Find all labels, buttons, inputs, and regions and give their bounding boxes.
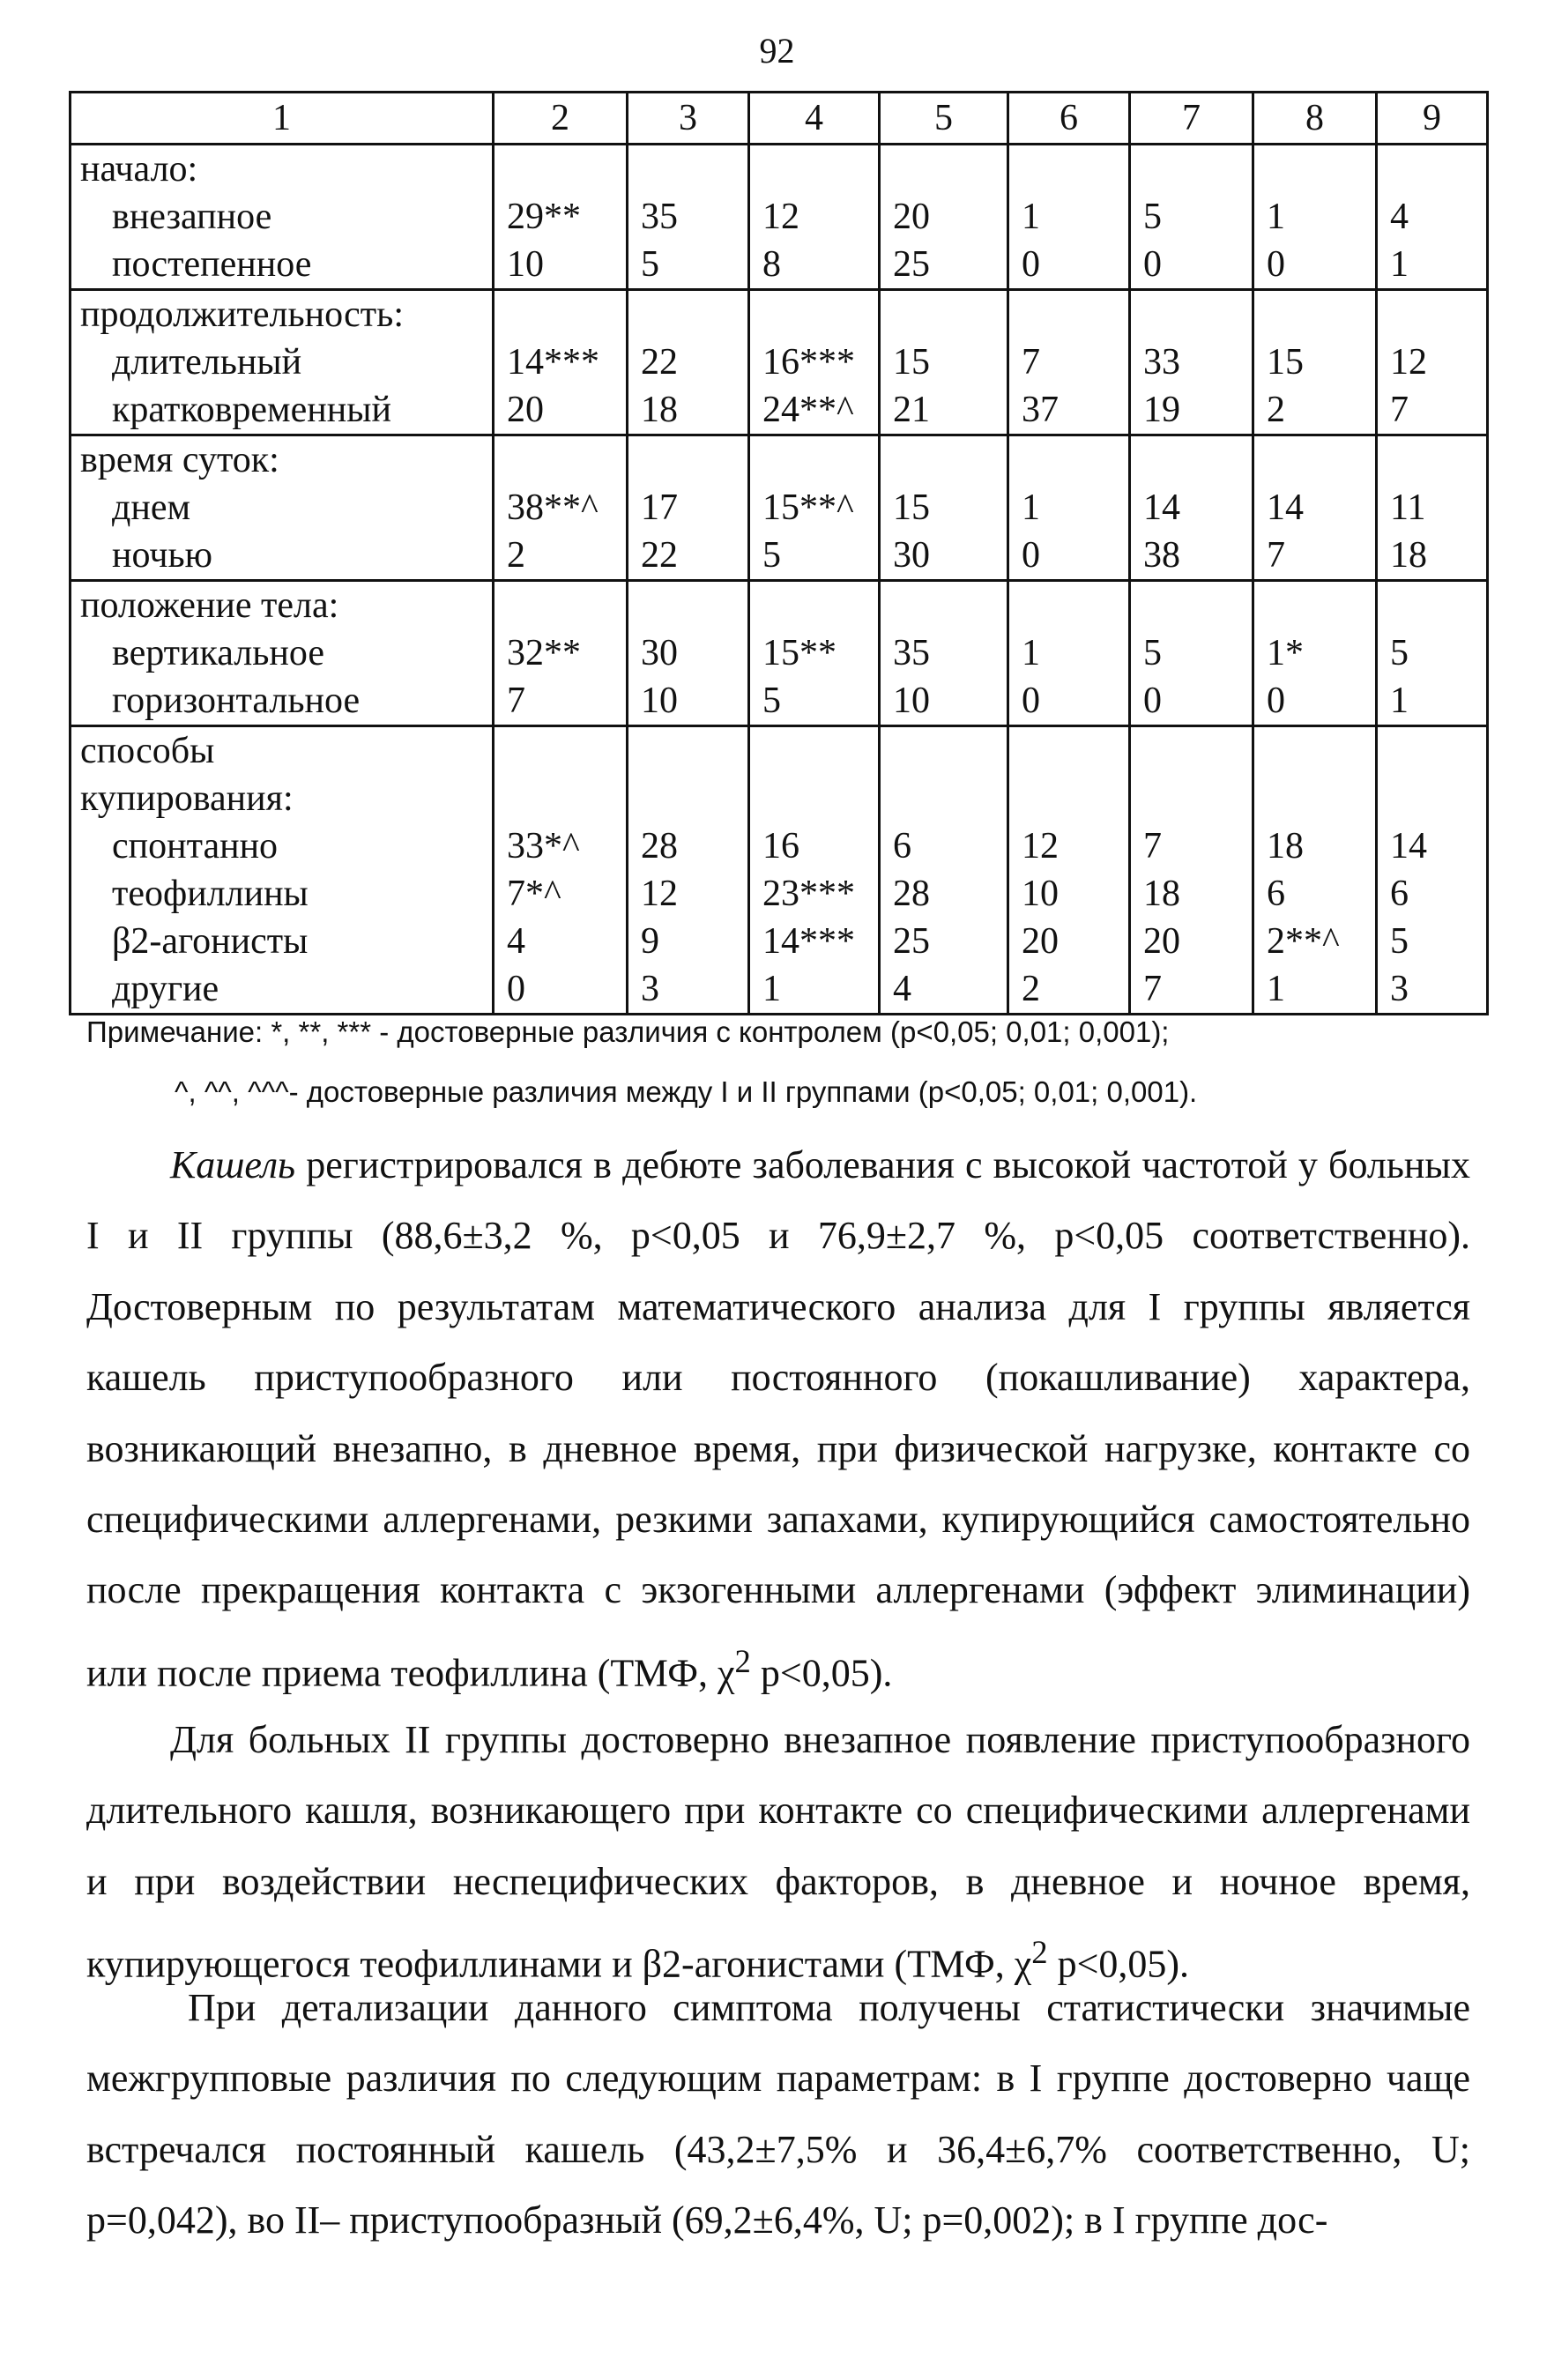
note-line-1: Примечание: *, **, *** - достоверные различия с контролем (p<0,05; 0,01; 0,001); [86, 1015, 1170, 1048]
empty-cell [494, 581, 628, 630]
empty-cell [1130, 435, 1253, 485]
table-cell: 33*^ [494, 822, 628, 870]
table-cell: 15**^ [749, 484, 880, 532]
group-title: начало: [71, 145, 494, 194]
table-row [71, 241, 1488, 290]
table-cell: 1 [1008, 629, 1130, 677]
empty-cell [494, 726, 628, 776]
table-cell: 4 [880, 965, 1008, 1015]
table-cell: 5 [749, 677, 880, 726]
table-cell: 20 [1008, 918, 1130, 965]
table-cell: 30 [628, 629, 749, 677]
row-label: постепенное [71, 241, 494, 290]
table-cell: 7 [1130, 965, 1253, 1015]
empty-cell [494, 435, 628, 485]
empty-cell [749, 145, 880, 194]
group-title-row [71, 435, 1488, 485]
table-cell: 16 [749, 822, 880, 870]
table-row [71, 870, 1488, 918]
table-cell: 14 [1130, 484, 1253, 532]
table-cell: 10 [628, 677, 749, 726]
column-header: 3 [628, 93, 749, 145]
empty-cell [749, 581, 880, 630]
group-title: купирования: [71, 775, 494, 822]
table-cell: 25 [880, 918, 1008, 965]
paragraph-1-text-b: p<0,05). [750, 1651, 893, 1695]
empty-cell [1253, 726, 1377, 776]
table-cell: 4 [1377, 193, 1488, 241]
table-cell: 14*** [494, 338, 628, 386]
empty-cell [494, 290, 628, 339]
table-cell: 10 [1008, 870, 1130, 918]
empty-cell [749, 435, 880, 485]
empty-cell [1008, 290, 1130, 339]
paragraph-3-text: При детализации данного симптома получены статистически значимые межгрупповые различия по следующим параметрам: в I группе достоверно чаще встречался постоянный кашель (43,2±7,5% и 36,4±6,7% соответственно, U; p=0,042), во II– приступообразный (69,2±6,4%, U; p=0,002); в I группе дос- [86, 1986, 1470, 2242]
table-cell: 15 [1253, 338, 1377, 386]
table-row [71, 822, 1488, 870]
table-cell: 4 [494, 918, 628, 965]
table-row [71, 532, 1488, 581]
table-cell: 18 [1130, 870, 1253, 918]
empty-cell [1008, 581, 1130, 630]
paragraph-1-term: Кашель [170, 1143, 296, 1186]
empty-cell [1008, 145, 1130, 194]
table-row [71, 918, 1488, 965]
table-cell: 35 [628, 193, 749, 241]
column-header: 4 [749, 93, 880, 145]
empty-cell [880, 581, 1008, 630]
paragraph-1 [86, 1130, 1470, 1709]
table-cell: 19 [1130, 386, 1253, 435]
table-cell: 21 [880, 386, 1008, 435]
table-cell: 17 [628, 484, 749, 532]
table-cell: 14 [1253, 484, 1377, 532]
table-cell: 16*** [749, 338, 880, 386]
empty-cell [1130, 726, 1253, 776]
table-cell: 0 [1253, 241, 1377, 290]
table-cell: 6 [1377, 870, 1488, 918]
empty-cell [880, 726, 1008, 776]
empty-cell [1377, 726, 1488, 776]
table-header-row [71, 93, 1488, 145]
chi-square-superscript: 2 [734, 1642, 751, 1679]
column-header: 2 [494, 93, 628, 145]
table-cell: 9 [628, 918, 749, 965]
column-header: 7 [1130, 93, 1253, 145]
empty-cell [749, 726, 880, 776]
table-cell: 10 [880, 677, 1008, 726]
group-title: продолжительность: [71, 290, 494, 339]
empty-cell [494, 145, 628, 194]
table-cell: 24**^ [749, 386, 880, 435]
table-cell: 15 [880, 338, 1008, 386]
chi-square-superscript: 2 [1031, 1934, 1048, 1971]
table-cell: 2**^ [1253, 918, 1377, 965]
column-header: 5 [880, 93, 1008, 145]
group-title-row [71, 145, 1488, 194]
table-cell: 11 [1377, 484, 1488, 532]
table-cell: 18 [628, 386, 749, 435]
empty-cell [628, 581, 749, 630]
row-label: теофиллины [71, 870, 494, 918]
paragraph-2-text-a: Для больных II группы достоверно внезапное появление приступообразного длительного кашля, возникающего при контакте со специфическими аллергенами и при воздействии неспецифических факторов, в дневное и ночное время, купирующегося теофиллинами и β2-агонистами (ТМФ, χ [86, 1718, 1470, 1986]
empty-cell [880, 290, 1008, 339]
page-number: 92 [759, 31, 795, 71]
table-cell: 7 [494, 677, 628, 726]
table-cell: 5 [1130, 629, 1253, 677]
table-cell: 1 [1008, 484, 1130, 532]
table-cell: 7 [1377, 386, 1488, 435]
row-label: ночью [71, 532, 494, 581]
empty-cell [628, 290, 749, 339]
empty-cell [1377, 581, 1488, 630]
empty-cell [749, 290, 880, 339]
paragraph-1-text-a: регистрировался в дебюте заболевания с высокой частотой у больных I и II группы (88,6±3,2 %, p<0,05 и 76,9±2,7 %, p<0,05 соответственно). Достоверным по результатам математического анализа для I группы является кашель приступообразного или постоянного (покашливание) характера, возникающий внезапно, в дневное время, при физической нагрузке, контакте со специфическими аллергенами, резкими запахами, купирующийся самостоятельно после прекращения контакта с экзогенными аллергенами (эффект элиминации) или после приема теофиллина (ТМФ, χ [86, 1143, 1470, 1695]
table-cell: 30 [880, 532, 1008, 581]
empty-cell [880, 435, 1008, 485]
empty-cell [1377, 435, 1488, 485]
row-label: кратковременный [71, 386, 494, 435]
table-cell: 5 [1377, 918, 1488, 965]
table-row [71, 965, 1488, 1015]
table-cell: 12 [1377, 338, 1488, 386]
row-label: внезапное [71, 193, 494, 241]
row-label: вертикальное [71, 629, 494, 677]
paragraph-3 [86, 1973, 1470, 2257]
table-cell: 7*^ [494, 870, 628, 918]
table-cell: 22 [628, 532, 749, 581]
column-header: 8 [1253, 93, 1377, 145]
table-cell: 38 [1130, 532, 1253, 581]
row-label: горизонтальное [71, 677, 494, 726]
table-cell: 5 [628, 241, 749, 290]
table-cell: 28 [880, 870, 1008, 918]
empty-cell [1377, 775, 1488, 822]
table-cell: 7 [1008, 338, 1130, 386]
table-cell: 8 [749, 241, 880, 290]
table-cell: 12 [1008, 822, 1130, 870]
row-label: спонтанно [71, 822, 494, 870]
table-cell: 38**^ [494, 484, 628, 532]
table-cell: 0 [1130, 677, 1253, 726]
group-title: время суток: [71, 435, 494, 485]
table-cell: 32** [494, 629, 628, 677]
data-table [69, 91, 1489, 1015]
empty-cell [1253, 581, 1377, 630]
table-cell: 37 [1008, 386, 1130, 435]
table-cell: 23*** [749, 870, 880, 918]
table-cell: 20 [880, 193, 1008, 241]
row-label: β2-агонисты [71, 918, 494, 965]
table-row [71, 484, 1488, 532]
group-title-row [71, 775, 1488, 822]
empty-cell [1377, 145, 1488, 194]
column-header: 9 [1377, 93, 1488, 145]
empty-cell [1377, 290, 1488, 339]
row-label: другие [71, 965, 494, 1015]
table-row [71, 193, 1488, 241]
table-cell: 22 [628, 338, 749, 386]
table-cell: 1* [1253, 629, 1377, 677]
empty-cell [1130, 290, 1253, 339]
table-cell: 6 [880, 822, 1008, 870]
table-cell: 3 [1377, 965, 1488, 1015]
empty-cell [880, 775, 1008, 822]
table-cell: 18 [1377, 532, 1488, 581]
empty-cell [1008, 775, 1130, 822]
empty-cell [1253, 435, 1377, 485]
empty-cell [1253, 775, 1377, 822]
paragraph-2 [86, 1705, 1470, 2000]
empty-cell [494, 775, 628, 822]
table-cell: 12 [749, 193, 880, 241]
table-cell: 5 [1377, 629, 1488, 677]
table-cell: 10 [494, 241, 628, 290]
table-cell: 1 [1377, 241, 1488, 290]
table-row [71, 386, 1488, 435]
table-notes [86, 1015, 1197, 1109]
table-cell: 18 [1253, 822, 1377, 870]
table-cell: 15 [880, 484, 1008, 532]
empty-cell [1008, 435, 1130, 485]
empty-cell [1130, 581, 1253, 630]
table-row [71, 677, 1488, 726]
table-cell: 1 [1377, 677, 1488, 726]
group-title-row [71, 290, 1488, 339]
table-cell: 0 [1130, 241, 1253, 290]
empty-cell [628, 775, 749, 822]
row-label: днем [71, 484, 494, 532]
table-cell: 14*** [749, 918, 880, 965]
table-cell: 5 [1130, 193, 1253, 241]
table-cell: 0 [1253, 677, 1377, 726]
table-cell: 28 [628, 822, 749, 870]
column-header: 6 [1008, 93, 1130, 145]
table-cell: 35 [880, 629, 1008, 677]
table-cell: 29** [494, 193, 628, 241]
group-title-row [71, 726, 1488, 776]
empty-cell [1130, 145, 1253, 194]
table-cell: 1 [1253, 193, 1377, 241]
table-cell: 20 [494, 386, 628, 435]
table-cell: 0 [1008, 677, 1130, 726]
table-cell: 15** [749, 629, 880, 677]
table-cell: 2 [1253, 386, 1377, 435]
table-cell: 6 [1253, 870, 1377, 918]
table-cell: 7 [1130, 822, 1253, 870]
table-cell: 1 [1008, 193, 1130, 241]
table-cell: 0 [494, 965, 628, 1015]
group-title: положение тела: [71, 581, 494, 630]
table-cell: 2 [494, 532, 628, 581]
table-cell: 0 [1008, 241, 1130, 290]
group-title: способы [71, 726, 494, 776]
table-cell: 2 [1008, 965, 1130, 1015]
table-cell: 14 [1377, 822, 1488, 870]
empty-cell [880, 145, 1008, 194]
empty-cell [628, 435, 749, 485]
table-cell: 1 [1253, 965, 1377, 1015]
note-line-2: ^, ^^, ^^^- достоверные различия между I и II группами (p<0,05; 0,01; 0,001). [175, 1075, 1198, 1108]
table-cell: 7 [1253, 532, 1377, 581]
table-cell: 25 [880, 241, 1008, 290]
column-header: 1 [71, 93, 494, 145]
empty-cell [628, 145, 749, 194]
table-cell: 3 [628, 965, 749, 1015]
empty-cell [1008, 726, 1130, 776]
paragraph-2-text-b: p<0,05). [1047, 1942, 1190, 1986]
empty-cell [1253, 290, 1377, 339]
empty-cell [749, 775, 880, 822]
table-cell: 12 [628, 870, 749, 918]
row-label: длительный [71, 338, 494, 386]
table-cell: 33 [1130, 338, 1253, 386]
table-cell: 0 [1008, 532, 1130, 581]
group-title-row [71, 581, 1488, 630]
table-cell: 1 [749, 965, 880, 1015]
table-cell: 5 [749, 532, 880, 581]
empty-cell [1253, 145, 1377, 194]
table-row [71, 338, 1488, 386]
table-cell: 20 [1130, 918, 1253, 965]
empty-cell [1130, 775, 1253, 822]
empty-cell [628, 726, 749, 776]
table-row [71, 629, 1488, 677]
